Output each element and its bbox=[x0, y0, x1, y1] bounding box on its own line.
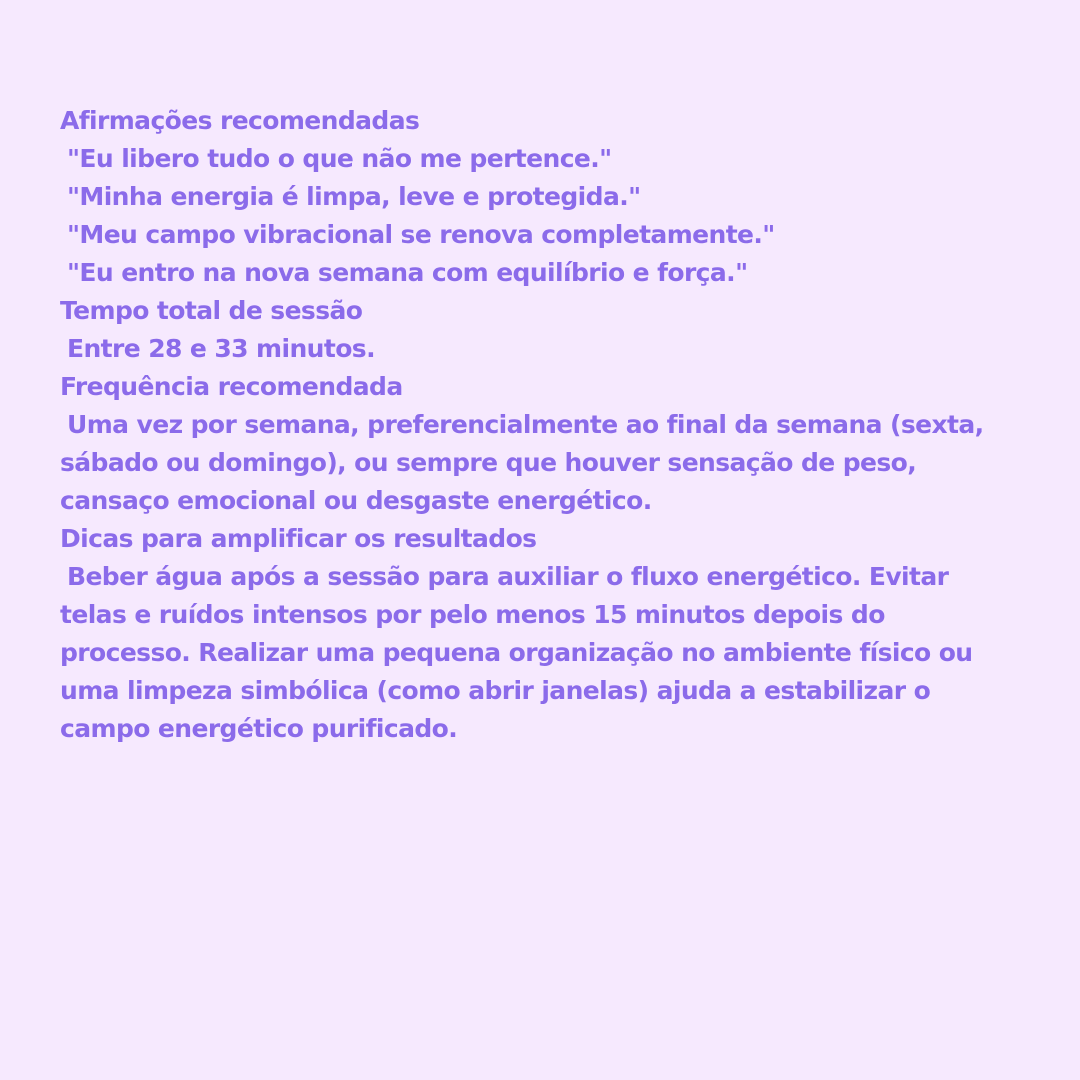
frequency-text-line: Uma vez por semana, preferencialmente ao final da semana (sexta, bbox=[67, 410, 984, 439]
tips-text-line: uma limpeza simbólica (como abrir janelas) ajuda a estabilizar o bbox=[60, 676, 931, 705]
affirmation-item: "Meu campo vibracional se renova completamente." bbox=[67, 220, 775, 249]
tips-section bbox=[60, 520, 1020, 748]
session-time-text: Entre 28 e 33 minutos. bbox=[67, 334, 375, 363]
affirmations-section bbox=[60, 102, 1020, 292]
affirmation-item: "Eu libero tudo o que não me pertence." bbox=[67, 144, 612, 173]
affirmation-item: "Minha energia é limpa, leve e protegida." bbox=[67, 182, 641, 211]
frequency-section bbox=[60, 368, 1020, 520]
tips-text-line: processo. Realizar uma pequena organização no ambiente físico ou bbox=[60, 638, 973, 667]
affirmation-item: "Eu entro na nova semana com equilíbrio e força." bbox=[67, 258, 748, 287]
tips-heading: Dicas para amplificar os resultados bbox=[60, 524, 537, 553]
frequency-text-line: sábado ou domingo), ou sempre que houver sensação de peso, bbox=[60, 448, 917, 477]
session-time-section bbox=[60, 292, 1020, 368]
frequency-text-line: cansaço emocional ou desgaste energético. bbox=[60, 486, 652, 515]
affirmations-heading: Afirmações recomendadas bbox=[60, 106, 420, 135]
session-time-heading: Tempo total de sessão bbox=[60, 296, 363, 325]
tips-text-line: Beber água após a sessão para auxiliar o fluxo energético. Evitar bbox=[67, 562, 949, 591]
frequency-heading: Frequência recomendada bbox=[60, 372, 403, 401]
tips-text-line: telas e ruídos intensos por pelo menos 15 minutos depois do bbox=[60, 600, 885, 629]
tips-text-line: campo energético purificado. bbox=[60, 714, 458, 743]
